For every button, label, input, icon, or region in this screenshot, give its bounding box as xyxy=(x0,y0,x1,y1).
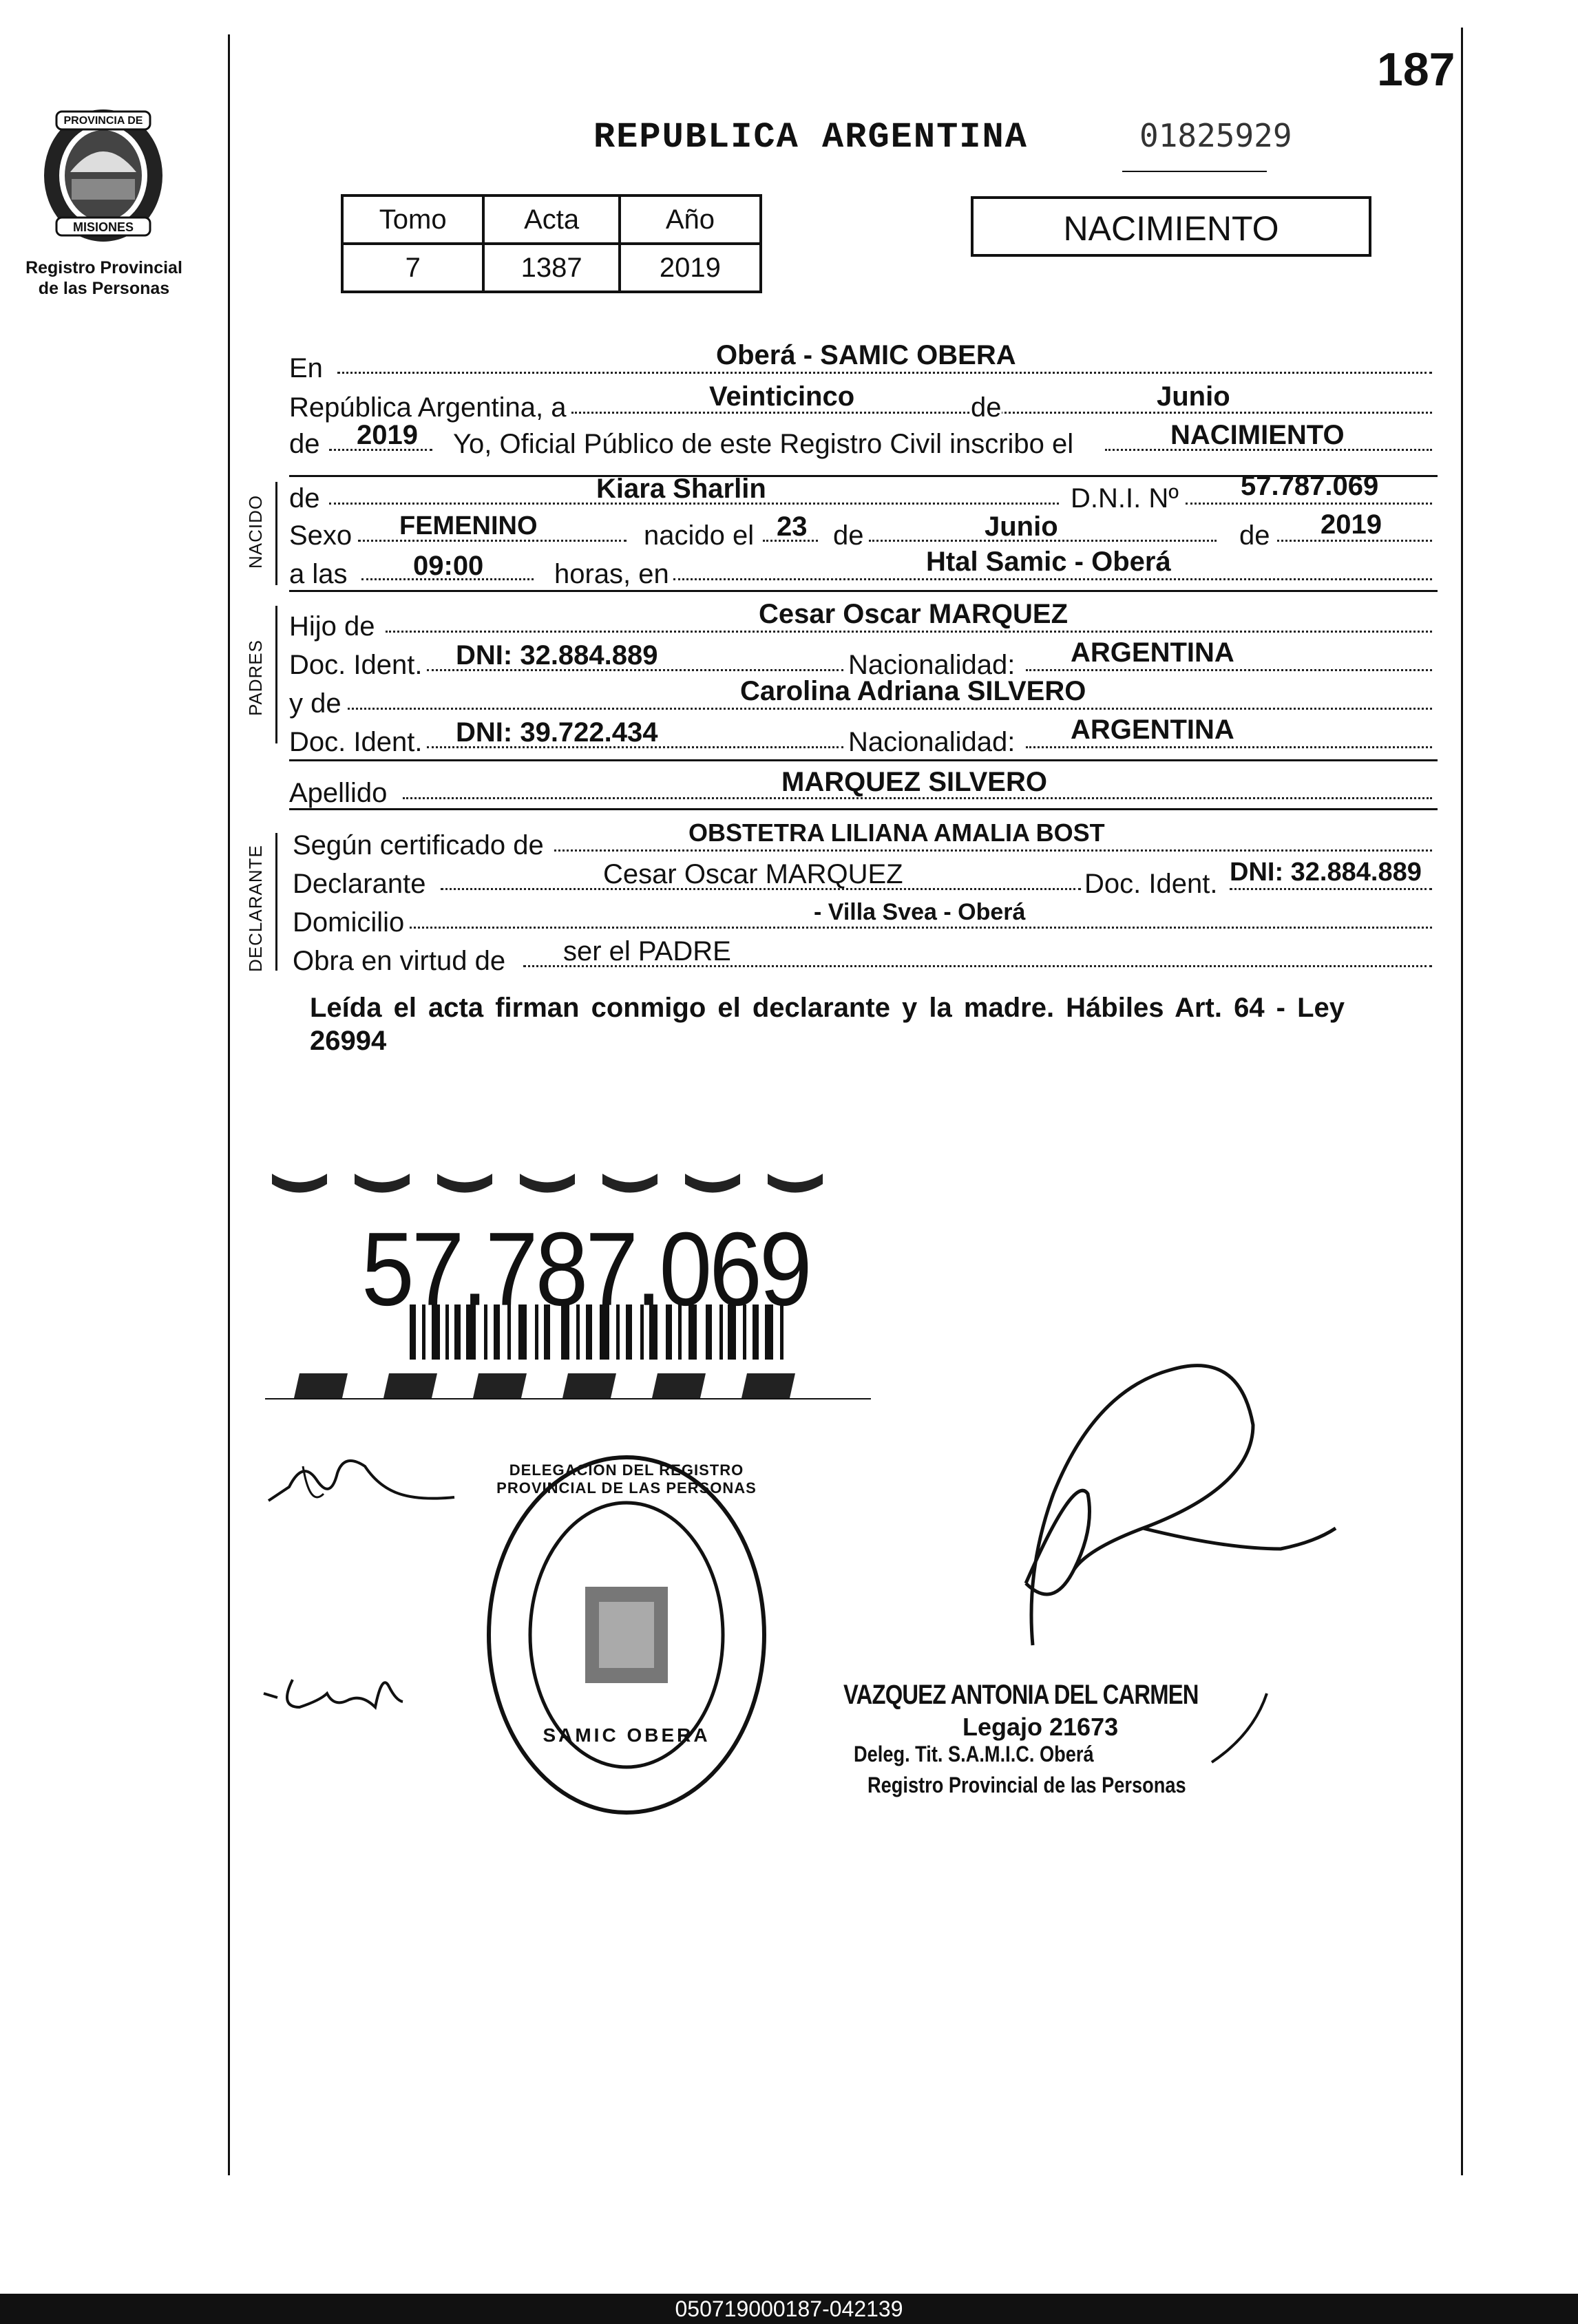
mother-nat-label: Nacionalidad: xyxy=(848,727,1016,757)
seal-text-bottom: MISIONES xyxy=(72,220,134,234)
dotted-line xyxy=(386,631,1432,633)
nacido-de-label3: de xyxy=(1239,520,1270,551)
right-margin-line xyxy=(1461,28,1463,2175)
birth-day: 23 xyxy=(777,511,808,542)
decl-doc-label: Doc. Ident. xyxy=(1084,869,1218,899)
father-doc: DNI: 32.884.889 xyxy=(456,640,658,670)
dotted-line xyxy=(348,708,1432,710)
serial-number: 01825929 xyxy=(1139,117,1292,154)
birth-year: 2019 xyxy=(1321,509,1382,540)
record-value-row xyxy=(342,244,761,292)
section-divider xyxy=(289,808,1438,810)
father-nationality: ARGENTINA xyxy=(1071,637,1234,668)
round-stamp-inner-text: SAMIC OBERA xyxy=(543,1724,711,1746)
father-doc-label: Doc. Ident. xyxy=(289,650,423,680)
declarante-section-label: DECLARANTE xyxy=(245,845,266,972)
birth-time: 09:00 xyxy=(413,551,484,581)
nacido-de-label: de xyxy=(289,483,320,514)
obra-value: ser el PADRE xyxy=(563,936,731,966)
officer-stamp-line3: Deleg. Tit. S.A.M.I.C. Oberá xyxy=(854,1742,1094,1766)
record-table xyxy=(341,194,762,293)
nacido-section-label: NACIDO xyxy=(245,494,266,569)
dotted-line xyxy=(337,372,1432,374)
certificate-type-box xyxy=(971,196,1371,257)
document-title: REPUBLICA ARGENTINA xyxy=(593,117,1028,158)
page-number: 187 xyxy=(1377,43,1455,96)
apellido-value: MARQUEZ SILVERO xyxy=(781,767,1047,797)
dotted-line xyxy=(673,578,1432,580)
declarant-signature-icon xyxy=(262,1446,461,1542)
round-stamp-outer-text: DELEGACION DEL REGISTRO PROVINCIAL DE LAS PERSONAS xyxy=(496,1461,757,1497)
dotted-line xyxy=(571,412,1432,414)
serial-underline xyxy=(1122,171,1267,172)
mother-signature-icon xyxy=(258,1659,410,1735)
dotted-line xyxy=(554,849,1432,852)
mother-doc-label: Doc. Ident. xyxy=(289,727,423,757)
registry-logo xyxy=(36,103,171,248)
left-margin-line xyxy=(228,34,230,2175)
dotted-line xyxy=(403,797,1432,799)
en-value: Oberá - SAMIC OBERA xyxy=(716,340,1016,370)
cert-value: OBSTETRA LILIANA AMALIA BOST xyxy=(688,818,1105,847)
registry-name-line1: Registro Provincial xyxy=(25,258,182,277)
child-name: Kiara Sharlin xyxy=(596,474,766,504)
nacido-el-label: nacido el xyxy=(644,520,755,551)
acta-value: 1387 xyxy=(483,244,619,292)
dotted-line xyxy=(1026,669,1432,671)
seal-text-top: PROVINCIA DE xyxy=(63,115,143,127)
apellido-label: Apellido xyxy=(289,778,388,808)
footer-document-id: 050719000187-042139 xyxy=(675,2296,903,2321)
act-value: NACIMIENTO xyxy=(1170,420,1345,450)
declarante-value: Cesar Oscar MARQUEZ xyxy=(603,859,903,889)
round-stamp xyxy=(482,1449,771,1821)
certificate-type: NACIMIENTO xyxy=(1063,209,1279,248)
year-value: 2019 xyxy=(357,420,418,450)
horas-label: horas, en xyxy=(554,559,669,589)
nacido-de-label2: de xyxy=(833,520,864,551)
nacido-bracket xyxy=(275,482,277,585)
officer-stamp-line4: Registro Provincial de las Personas xyxy=(867,1773,1186,1797)
day-value: Veinticinco xyxy=(709,381,855,412)
en-label: En xyxy=(289,353,323,383)
record-header-row xyxy=(342,196,761,244)
father-nat-label: Nacionalidad: xyxy=(848,650,1016,680)
section-divider xyxy=(289,759,1438,761)
y-de-label: y de xyxy=(289,688,341,719)
sexo-label: Sexo xyxy=(289,520,353,551)
padres-section-label: PADRES xyxy=(245,640,266,716)
record-header: Acta xyxy=(483,196,619,244)
birth-place: Htal Samic - Oberá xyxy=(926,547,1171,577)
mother-nationality: ARGENTINA xyxy=(1071,715,1234,745)
anio-value: 2019 xyxy=(620,244,761,292)
dotted-line xyxy=(1230,888,1432,890)
record-header: Tomo xyxy=(342,196,483,244)
dotted-line xyxy=(1186,503,1432,505)
dotted-line xyxy=(1026,746,1432,748)
record-header: Año xyxy=(620,196,761,244)
dotted-line xyxy=(410,927,1432,929)
footer-bar xyxy=(0,2294,1578,2324)
alas-label: a las xyxy=(289,559,348,589)
child-dni: 57.787.069 xyxy=(1241,471,1379,501)
declarante-bracket xyxy=(275,833,277,971)
month-value: Junio xyxy=(1157,381,1230,412)
dotted-line xyxy=(1277,540,1432,542)
sexo-value: FEMENINO xyxy=(399,511,538,540)
section-divider xyxy=(289,590,1438,592)
padres-bracket xyxy=(275,606,277,743)
dni-label: D.N.I. Nº xyxy=(1071,483,1179,514)
birth-month: Junio xyxy=(985,511,1058,542)
hijo-de-label: Hijo de xyxy=(289,611,375,642)
decl-doc-value: DNI: 32.884.889 xyxy=(1230,858,1422,887)
de2-label: de xyxy=(289,429,320,459)
de-label: de xyxy=(971,392,1002,423)
rep-label: República Argentina, a xyxy=(289,392,567,423)
obra-label: Obra en virtud de xyxy=(293,946,506,976)
closing-text: Leída el acta firman conmigo el declarante y la madre. Hábiles Art. 64 - Ley 26994 xyxy=(310,993,1345,1056)
officer-stamp-legajo: Legajo 21673 xyxy=(962,1713,1119,1741)
mother-doc: DNI: 39.722.434 xyxy=(456,717,658,748)
dni-sticker xyxy=(265,1160,885,1428)
officer-text: Yo, Oficial Público de este Registro Civil inscribo el xyxy=(453,429,1074,459)
domicilio-value: - Villa Svea - Oberá xyxy=(814,899,1026,925)
domicilio-label: Domicilio xyxy=(293,907,405,938)
father-name: Cesar Oscar MARQUEZ xyxy=(759,599,1069,629)
declarante-label: Declarante xyxy=(293,869,426,899)
tomo-value: 7 xyxy=(342,244,483,292)
cert-label: Según certificado de xyxy=(293,830,544,860)
mother-name: Carolina Adriana SILVERO xyxy=(740,676,1086,706)
sticker-dni-number: 57.787.069 xyxy=(361,1211,810,1328)
officer-stamp-name: VAZQUEZ ANTONIA DEL CARMEN xyxy=(843,1680,1199,1710)
registry-round-stamp-icon xyxy=(482,1449,771,1821)
registry-name-line2: de las Personas xyxy=(38,279,170,298)
officer-signature-icon xyxy=(867,1322,1418,1804)
